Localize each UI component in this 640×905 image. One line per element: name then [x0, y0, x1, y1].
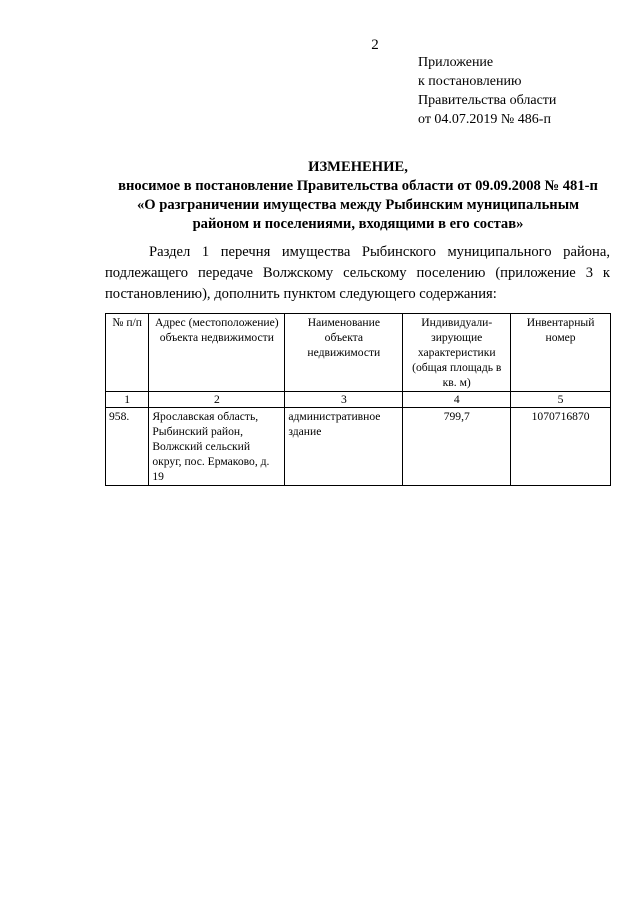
approval-block — [418, 53, 618, 129]
document-heading — [98, 158, 618, 234]
table-header-row — [106, 314, 611, 392]
page-number: 2 — [371, 37, 379, 53]
heading-line-2: вносимое в постановление Правительства области от 09.09.2008 № 481-п — [118, 178, 598, 194]
column-number: 3 — [285, 392, 403, 408]
header-characteristics: Индивидуали-зирующие характеристики (общая площадь в кв. м) — [403, 314, 511, 392]
approval-line-4: от 04.07.2019 № 486-п — [418, 112, 551, 127]
heading-title: ИЗМЕНЕНИЕ, — [308, 159, 408, 175]
header-name: Наименование объекта недвижимости — [285, 314, 403, 392]
header-address: Адрес (местоположение) объекта недвижимости — [149, 314, 285, 392]
column-number: 5 — [511, 392, 611, 408]
approval-line-3: Правительства области — [418, 93, 557, 108]
column-number: 4 — [403, 392, 511, 408]
row-object-name: административное здание — [285, 408, 403, 486]
header-number: № п/п — [106, 314, 149, 392]
column-number: 1 — [106, 392, 149, 408]
intro-paragraph: Раздел 1 перечня имущества Рыбинского муниципального района, подлежащего передаче Волжскому сельскому поселению (приложение 3 к постановлению), дополнить пунктом следующего содержания: — [105, 244, 610, 302]
heading-line-3: «О разграничении имущества между Рыбинским муниципальным — [136, 197, 580, 213]
row-number: 958. — [106, 408, 149, 486]
heading-line-4: районом и поселениями, входящими в его состав» — [192, 216, 524, 232]
row-area: 799,7 — [403, 408, 511, 486]
column-number: 2 — [149, 392, 285, 408]
header-inventory: Инвентарный номер — [511, 314, 611, 392]
approval-line-2: к постановлению — [418, 74, 522, 89]
row-address: Ярославская область, Рыбинский район, Волжский сельский округ, пос. Ермаково, д. 19 — [149, 408, 285, 486]
column-number-row — [106, 392, 611, 408]
approval-line-1: Приложение — [418, 55, 494, 70]
property-table — [105, 313, 611, 486]
row-inventory-number: 1070716870 — [511, 408, 611, 486]
table-row — [106, 408, 611, 486]
